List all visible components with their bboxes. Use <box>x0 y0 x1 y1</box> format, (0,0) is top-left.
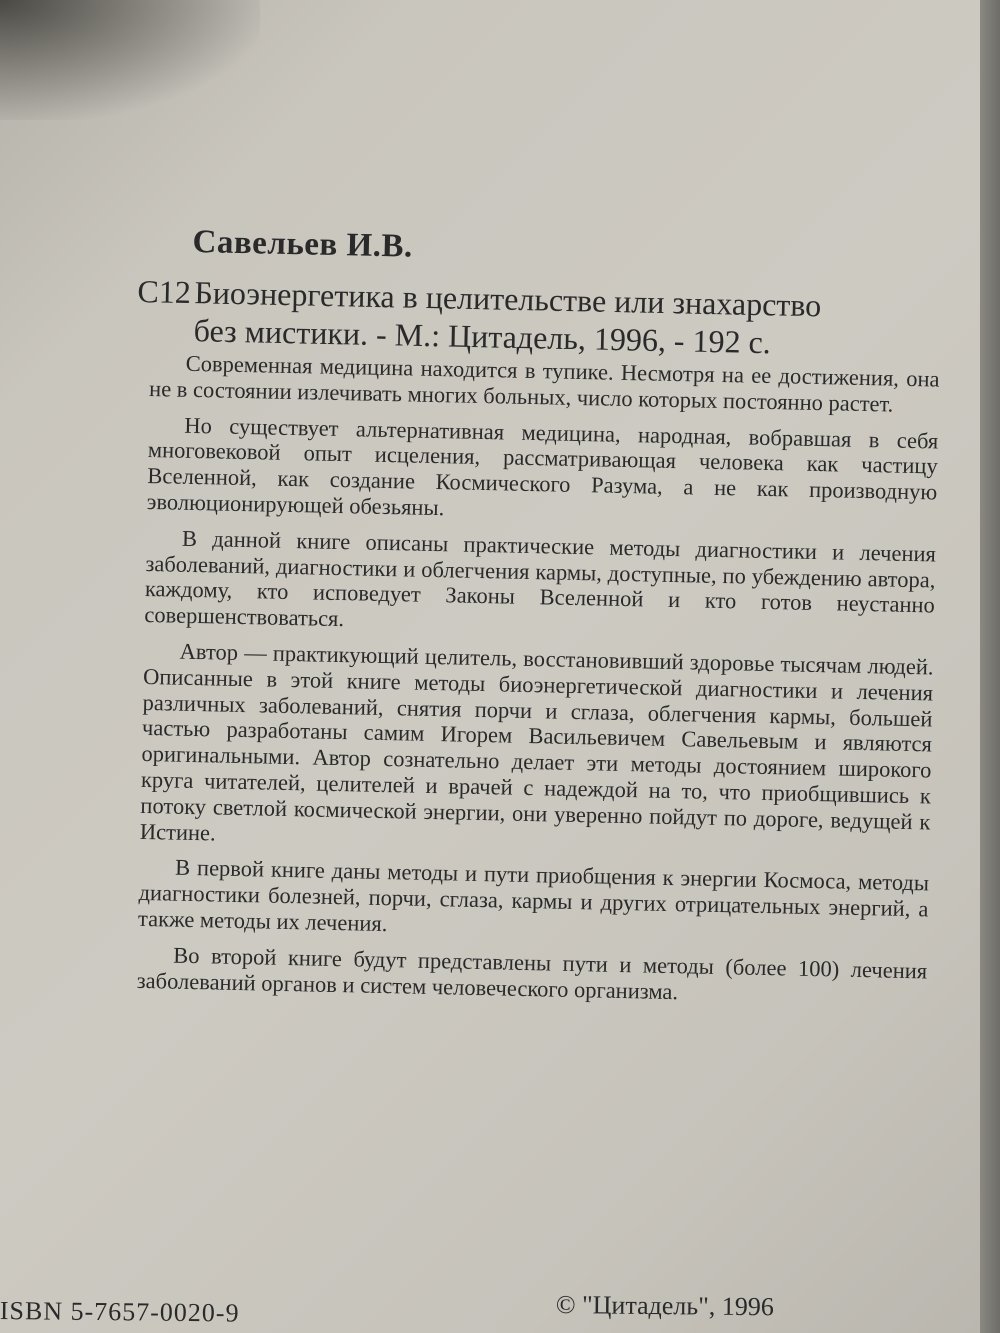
abstract-paragraph: В данной книге описаны практические методы диагностики и лечения заболеваний, диагностики и облегчения кармы, доступные, по убеждению автора, каждому, кто исповедует Законы Вселенной и кто готов неустанно совершенствоваться. <box>144 525 937 632</box>
isbn: ISBN 5-7657-0020-9 <box>0 1296 240 1328</box>
page-shadow <box>0 0 260 120</box>
abstract-paragraph: Автор — практикующий целитель, восстановивший здоровье тысячам людей. Описанные в этой книге методы биоэнергетической диагностики и лечения различных заболеваний, снятия порчи и сглаза, облегчения кармы, большей частью разработаны самим Игорем Васильевичем Савельевым и являются оригинальными. Автор сознательно делает эти методы достоянием широкого круга читателей, целителей и врачей с надеждой на то, что приобщившись к потоку светлой космической энергии, они уверенно пойдут по дороге, ведущей к Истине. <box>139 638 934 846</box>
abstract-paragraph: Современная медицина находится в тупике. Несмотря на ее достижения, она не в состоянии излечивать многих больных, число которых постоянно растет. <box>148 350 940 417</box>
background-edge <box>980 0 1000 1333</box>
abstract-paragraph: Но существует альтернативная медицина, народная, вобравшая в себя многовековой опыт исцеления, рассматривающая человека как частицу Вселенной, как создание Космического Разума, а не как производную эволюционирующей обезьяны. <box>146 412 939 521</box>
abstract-paragraph: В первой книге даны методы и пути приобщения к энергии Космоса, методы диагностики болезней, порчи, сглаза, кармы и других отрицательных энергий, а также методы их лечения. <box>137 854 930 937</box>
copyright: © "Цитадель", 1996 <box>555 1290 774 1322</box>
book-title-line-2: без мистики. - М.: Цитадель, 1996, - 192 с. <box>193 312 772 361</box>
catalog-code: С12 <box>137 272 192 311</box>
abstract <box>136 350 940 1020</box>
catalog-entry <box>137 268 938 361</box>
book-title-line-1: Биоэнергетика в целительстве или знахарство <box>194 274 822 324</box>
author-name: Савельев И.В. <box>192 224 414 265</box>
abstract-paragraph: Во второй книге будут представлены пути и методы (более 100) лечения заболеваний органов и систем человеческого организма. <box>136 942 928 1004</box>
